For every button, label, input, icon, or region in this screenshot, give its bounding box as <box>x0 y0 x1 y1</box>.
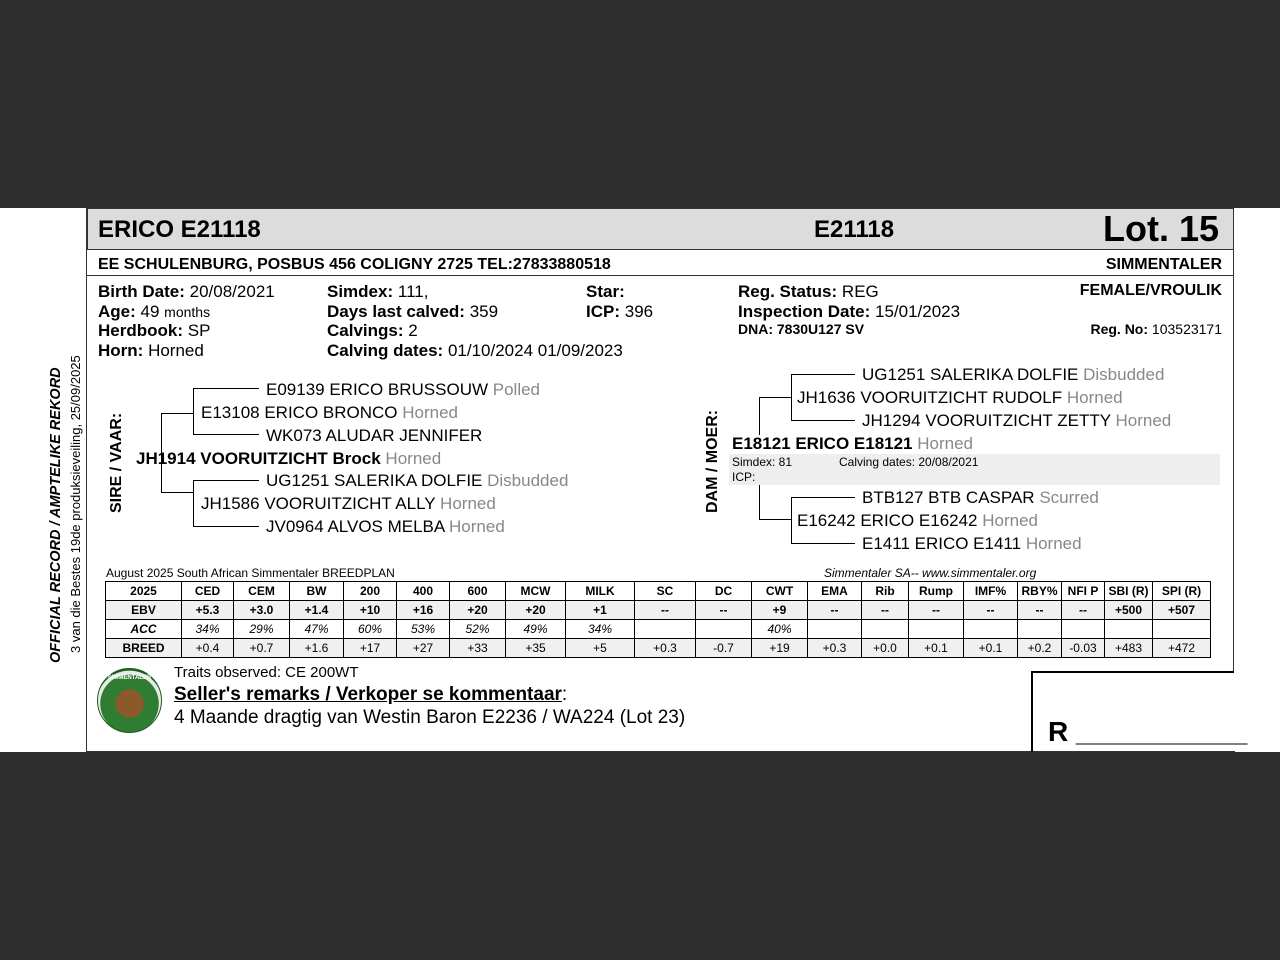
ebv-cell <box>1062 620 1105 639</box>
remarks-heading: Seller's remarks / Verkoper se kommentaar: <box>174 684 568 705</box>
ebv-cell: +1.6 <box>290 639 344 658</box>
auction-label: 3 van die Bestes 19de produksieveiling, 25/09/2025 <box>68 355 83 653</box>
icp: ICP: 396 <box>586 302 654 321</box>
ebv-cell: +507 <box>1153 601 1211 620</box>
ebv-cell <box>1105 620 1153 639</box>
ebv-cell: +5.3 <box>182 601 234 620</box>
ebv-cell: +33 <box>450 639 506 658</box>
ebv-cell <box>696 620 752 639</box>
dam-simdex: Simdex: 81 <box>732 455 793 469</box>
ebv-row-acc <box>106 620 1211 639</box>
ebv-cell: -- <box>1062 601 1105 620</box>
ebv-cell: -- <box>808 601 862 620</box>
card-right-border <box>1233 208 1234 672</box>
ebv-cell: -- <box>635 601 696 620</box>
dam-calving-dates: Calving dates: 20/08/2021 <box>839 455 979 469</box>
birth-date: Birth Date: 20/08/2021 <box>98 282 275 301</box>
ebv-cell: 400 <box>397 582 450 601</box>
calvings: Calvings: 2 <box>327 321 418 340</box>
ebv-row-breed <box>106 639 1211 658</box>
ebv-cell: NFI P <box>1062 582 1105 601</box>
breedplan-title: August 2025 South African Simmentaler BREEDPLAN <box>106 566 395 580</box>
ebv-cell: +1 <box>566 601 635 620</box>
ebv-cell: +17 <box>344 639 397 658</box>
ebv-cell: -- <box>696 601 752 620</box>
ebv-cell: +5 <box>566 639 635 658</box>
ebv-cell: 600 <box>450 582 506 601</box>
ebv-cell: +35 <box>506 639 566 658</box>
simdex: Simdex: 111, <box>327 282 429 301</box>
sex: FEMALE/VROULIK <box>1079 282 1222 299</box>
ebv-cell: +20 <box>450 601 506 620</box>
ebv-cell: 200 <box>344 582 397 601</box>
ebv-cell: +0.0 <box>862 639 909 658</box>
traits-observed: Traits observed: CE 200WT <box>174 664 359 681</box>
ebv-cell: CED <box>182 582 234 601</box>
reg-status: Reg. Status: REG <box>738 282 879 301</box>
ebv-cell: MCW <box>506 582 566 601</box>
sire-sire-sire: E09139 ERICO BRUSSOUW Polled <box>266 380 541 399</box>
ebv-cell: CWT <box>752 582 808 601</box>
ebv-row-ebv <box>106 601 1211 620</box>
ebv-cell: SC <box>635 582 696 601</box>
ebv-table <box>105 581 1211 658</box>
breed-name: SIMMENTALER <box>1105 256 1222 273</box>
ebv-cell: +0.3 <box>808 639 862 658</box>
ebv-cell: +0.7 <box>234 639 290 658</box>
catalogue-card <box>0 208 1280 752</box>
ebv-cell: -0.03 <box>1062 639 1105 658</box>
ebv-cell: +0.2 <box>1018 639 1062 658</box>
ebv-cell: -0.7 <box>696 639 752 658</box>
ebv-cell: IMF% <box>964 582 1018 601</box>
ebv-cell: 53% <box>397 620 450 639</box>
ebv-cell: +3.0 <box>234 601 290 620</box>
dam-sire-sire: UG1251 SALERIKA DOLFIE Disbudded <box>862 365 1165 384</box>
horn-status: Horn: Horned <box>98 341 204 360</box>
herdbook: Herdbook: SP <box>98 321 211 340</box>
ebv-cell: +27 <box>397 639 450 658</box>
ebv-row-header <box>106 582 1211 601</box>
dam-dam: E16242 ERICO E16242 Horned <box>797 511 1039 530</box>
sire-dam-dam: JV0964 ALVOS MELBA Horned <box>266 517 505 536</box>
ebv-cell <box>909 620 964 639</box>
dam-dam-sire: BTB127 BTB CASPAR Scurred <box>862 488 1099 507</box>
ebv-cell <box>635 620 696 639</box>
sire: JH1914 VOORUITZICHT Brock Horned <box>136 449 442 468</box>
age: Age: 49 months <box>98 302 211 321</box>
ebv-cell: ACC <box>106 620 182 639</box>
days-last-calved: Days last calved: 359 <box>327 302 499 321</box>
ebv-cell: -- <box>862 601 909 620</box>
ebv-cell <box>964 620 1018 639</box>
ebv-cell: RBY% <box>1018 582 1062 601</box>
sire-sire: E13108 ERICO BRONCO Horned <box>201 403 459 422</box>
remarks-text: 4 Maande dragtig van Westin Baron E2236 / WA224 (Lot 23) <box>174 707 686 728</box>
dam: E18121 ERICO E18121 Horned <box>732 434 974 453</box>
ebv-cell: +0.3 <box>635 639 696 658</box>
ebv-cell: +1.4 <box>290 601 344 620</box>
ebv-cell: 52% <box>450 620 506 639</box>
dam-icp: ICP: <box>732 470 756 484</box>
dam-dam-dam: E1411 ERICO E1411 Horned <box>862 534 1082 553</box>
ebv-cell: Rib <box>862 582 909 601</box>
ebv-cell: +483 <box>1105 639 1153 658</box>
sire-dam-sire: UG1251 SALERIKA DOLFIE Disbudded <box>266 471 569 490</box>
animal-name: ERICO E21118 <box>98 216 261 243</box>
ebv-cell: -- <box>1018 601 1062 620</box>
calving-dates: Calving dates: 01/10/2024 01/09/2023 <box>327 341 623 360</box>
ebv-cell: +19 <box>752 639 808 658</box>
ebv-cell: 34% <box>566 620 635 639</box>
ebv-cell <box>808 620 862 639</box>
ebv-cell: +0.1 <box>964 639 1018 658</box>
ebv-cell: +10 <box>344 601 397 620</box>
ebv-cell: SBI (R) <box>1105 582 1153 601</box>
ebv-cell: +0.1 <box>909 639 964 658</box>
ebv-cell <box>1018 620 1062 639</box>
ebv-cell: CEM <box>234 582 290 601</box>
ebv-cell: +472 <box>1153 639 1211 658</box>
ebv-cell: 47% <box>290 620 344 639</box>
ebv-cell: +20 <box>506 601 566 620</box>
owner-address: EE SCHULENBURG, POSBUS 456 COLIGNY 2725 TEL:27833880518 <box>98 256 611 273</box>
dam-sire-dam: JH1294 VOORUITZICHT ZETTY Horned <box>862 411 1172 430</box>
dam-sire: JH1636 VOORUITZICHT RUDOLF Horned <box>797 388 1123 407</box>
simmentaler-logo: SIMMENTALER <box>97 668 162 733</box>
ebv-cell <box>1153 620 1211 639</box>
ebv-cell: BW <box>290 582 344 601</box>
star: Star: <box>586 282 625 301</box>
sire-label: SIRE / VAAR: <box>108 412 125 513</box>
ebv-cell: SPI (R) <box>1153 582 1211 601</box>
sire-sire-dam: WK073 ALUDAR JENNIFER <box>266 426 483 445</box>
official-record-label: OFFICIAL RECORD / AMPTELIKE REKORD <box>48 367 64 663</box>
ebv-cell: DC <box>696 582 752 601</box>
dam-label: DAM / MOER: <box>704 409 721 513</box>
ebv-cell <box>862 620 909 639</box>
ebv-cell: -- <box>909 601 964 620</box>
sire-dam: JH1586 VOORUITZICHT ALLY Horned <box>201 494 496 513</box>
ebv-cell: EBV <box>106 601 182 620</box>
inspection-date: Inspection Date: 15/01/2023 <box>738 302 961 321</box>
ebv-cell: 60% <box>344 620 397 639</box>
ebv-cell: 2025 <box>106 582 182 601</box>
ebv-cell: +500 <box>1105 601 1153 620</box>
ebv-cell: 49% <box>506 620 566 639</box>
ebv-cell: 40% <box>752 620 808 639</box>
ebv-cell: +16 <box>397 601 450 620</box>
ebv-cell: -- <box>964 601 1018 620</box>
price-field[interactable]: R ___________ <box>1048 716 1248 747</box>
ebv-cell: MILK <box>566 582 635 601</box>
ebv-cell: BREED <box>106 639 182 658</box>
lot-number: Lot. 15 <box>1103 208 1220 249</box>
ebv-cell: +9 <box>752 601 808 620</box>
ebv-cell: +0.4 <box>182 639 234 658</box>
dna: DNA: 7830U127 SV <box>738 321 865 337</box>
ebv-cell: 34% <box>182 620 234 639</box>
ebv-cell: EMA <box>808 582 862 601</box>
ebv-cell: Rump <box>909 582 964 601</box>
ebv-cell: 29% <box>234 620 290 639</box>
dam-bracket <box>759 397 760 435</box>
breedplan-site: Simmentaler SA-- www.simmentaler.org <box>824 566 1037 580</box>
reg-number: Reg. No: 103523171 <box>1090 321 1222 337</box>
animal-id: E21118 <box>814 216 895 243</box>
